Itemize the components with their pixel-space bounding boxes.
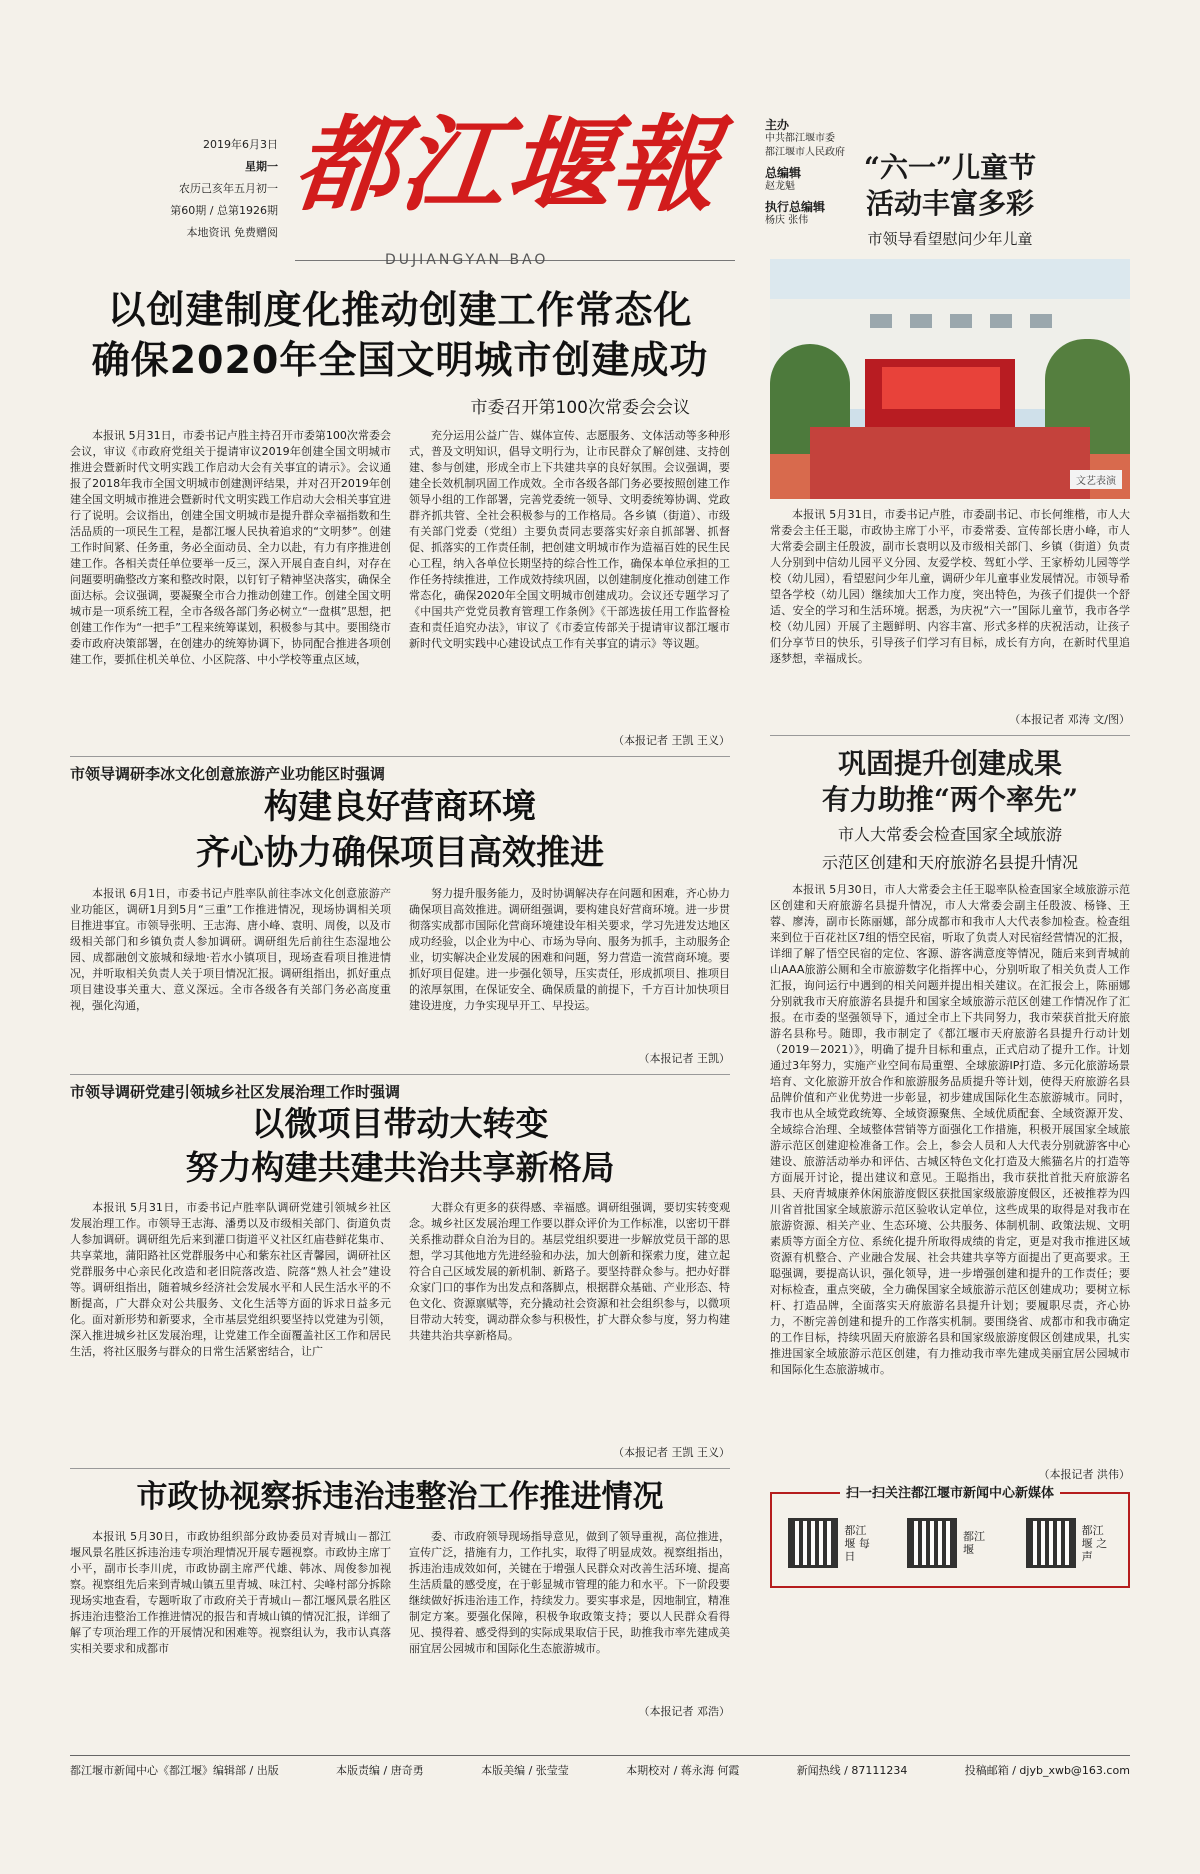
issue-number: 第60期 / 总第1926期: [170, 204, 278, 217]
article3-col-2: [409, 1200, 730, 1440]
photo-window: [950, 314, 972, 328]
divider: [70, 1074, 730, 1075]
article2-byline: （本报记者 王凯）: [638, 1052, 730, 1065]
article2-kicker: 市领导调研李冰文化创意旅游产业功能区时强调: [70, 765, 386, 783]
qr-code-icon: [788, 1518, 838, 1568]
lunar-date: 农历己亥年五月初一: [179, 182, 278, 195]
footer-designer: 本版美编 / 张莹莹: [481, 1764, 569, 1777]
page-footer: [70, 1755, 1130, 1778]
left-column: [70, 285, 730, 1719]
photo-screen: [882, 367, 1000, 409]
article-tourism-inspection: [770, 746, 1130, 1482]
sponsor-2: 都江堰市人民政府: [765, 147, 845, 158]
article4-col-1: [70, 1529, 391, 1699]
article3-text-1: 本报讯 5月31日，市委书记卢胜率队调研党建引领城乡社区发展治理工作。市领导王志海、潘勇以及市级相关部门、街道负责人参加调研。调研组先后来到灌口街道平义社区红庙巷鲜花集市、共享菜地，蒲阳路社区党群服务中心和紫东社区青馨园，调研社区党群服务中心亲民化改造和老旧院落改造、院落“熟人社会”建设等。调研组指出，随着城乡经济社会发展水平和人民生活水平的不断提高，广大群众对公共服务、文化生活等方面的诉求日益多元化。面对新形势和新要求，全市基层党组织要坚持以党建为引领，深入推进城乡社区发展治理，让党建工作全面覆盖社区工作和居民生活，将社区服务与群众的日常生活紧密结合，让广: [70, 1201, 391, 1358]
divider: [70, 756, 730, 757]
article1-subtitle: 市委召开第100次常委会会议: [470, 398, 690, 418]
article5-title-1: “六一”儿童节: [863, 151, 1037, 184]
article2-title-2: 齐心协力确保项目高效推进: [196, 833, 604, 873]
qr-code-icon: [907, 1518, 957, 1568]
qr-title-text: 扫一扫关注都江堰市新闻中心新媒体: [840, 1486, 1060, 1501]
article4-col-2: [409, 1529, 730, 1699]
distribution-note: 本地资讯 免费赠阅: [186, 226, 278, 239]
date-block: [128, 134, 278, 244]
article5-title-2: 活动丰富多彩: [865, 187, 1034, 220]
article6-body: [770, 882, 1130, 1462]
sponsor-1: 中共都江堰市委: [765, 133, 835, 144]
exec-editor-name: 杨庆 张伟: [765, 215, 809, 226]
article2-col-2: [409, 886, 730, 1046]
article4-text-1: 本报讯 5月30日，市政协组织部分政协委员对青城山－都江堰风景名胜区拆违治违专项治理情况开展专题视察。市政协主席丁小平，副市长李川虎，市政协副主席严代雄、韩冰、周俊参加视察。视察组先后来到青城山镇五里青城、味江村、尖峰村部分拆除现场实地查看，专题听取了市政府关于青城山－都江堰风景名胜区拆违治违整治工作推进情况的报告和青城山镇的情况汇报，详细了解了专项治理工作的开展情况和困难等。视察组认为，我市认真落实相关要求和成都市: [70, 1530, 391, 1655]
article6-byline: （本报记者 洪伟）: [1038, 1468, 1130, 1481]
qr-item-main[interactable]: [907, 1518, 993, 1568]
article4-byline: （本报记者 邓浩）: [638, 1705, 730, 1718]
childrens-day-photo: [770, 259, 1130, 499]
footer-proofreader: 本期校对 / 蒋永海 何霞: [626, 1764, 740, 1777]
qr-item-daily[interactable]: [788, 1518, 874, 1568]
article5-body: [770, 507, 1130, 707]
article2-text-1: 本报讯 6月1日，市委书记卢胜率队前往李冰文化创意旅游产业功能区，调研1月到5月“三重”工作推进情况，现场协调相关项目推进事宜。市领导张明、王志海、唐小峰、袁明、周俊，以及市级相关部门和乡镇负责人参加调研。调研组先后前往生态湿地公园、成都融创文旅城和绿地·若水小镇项目，现场查看项目推进情况，并听取相关负责人关于项目情况汇报。调研组指出，抓好重点项目建设事关重大、意义深远。全市各级各有关部门务必高度重视，强化沟通，: [70, 887, 391, 1012]
qr-label-main: 都江堰: [962, 1530, 985, 1556]
article2-title-1: 构建良好营商环境: [264, 787, 536, 827]
logo-subtitle: DUJIANGYAN BAO: [385, 252, 549, 268]
photo-window: [870, 314, 892, 328]
footer-email[interactable]: 投稿邮箱 / djyb_xwb@163.com: [964, 1764, 1130, 1777]
article4-body: [70, 1529, 730, 1699]
photo-window: [1030, 314, 1052, 328]
issue-weekday: 星期一: [245, 160, 278, 173]
article1-col-2: [409, 428, 730, 728]
footer-editor: 本版责编 / 唐奇勇: [336, 1764, 424, 1777]
article3-body: [70, 1200, 730, 1440]
sponsor-label: 主办: [765, 118, 790, 132]
article3-title-1: 以微项目带动大转变: [251, 1104, 549, 1143]
article2-text-2: 努力提升服务能力，及时协调解决存在问题和困难，齐心协力确保项目高效推进。调研组强调，要构建良好营商环境。进一步贯彻落实成都市国际化营商环境建设年相关要求，学习先进发达地区成功经验，以企业为中心、市场为导向、服务为抓手，主动服务企业，切实解决企业发展的困难和问题，努力营造一流营商环境。要抓好项目促建。进一步强化领导，压实责任，形成抓项目、推项目的浓厚氛围，在保证安全、确保质量的前提下，千方百计加快项目建设进度，力争实现早开工、早投运。: [409, 887, 730, 1012]
article5-byline: （本报记者 邓涛 文/图）: [1009, 713, 1130, 726]
photo-caption: 文艺表演: [1070, 470, 1122, 489]
article1-title-2: 确保2020年全国文明城市创建成功: [91, 338, 709, 382]
issue-date: 2019年6月3日: [203, 138, 278, 151]
editor-label: 总编辑: [765, 166, 802, 180]
article6-text: 本报讯 5月30日，市人大常委会主任王聪率队检查国家全域旅游示范区创建和天府旅游名县提升情况，市人大常委会副主任殷波、杨锋、王蓉、廖涛，副市长陈丽娜，部分成都市和我市人大代表参加检查。检查组来到位于百花社区7组的悟空民宿，听取了负责人对民宿经营情况的汇报，详细了解了悟空民宿的定位、客源、游客满意度等情况，随后来到青城前山AAA旅游公厕和全市旅游数字化指挥中心，分别听取了相关负责人工作汇报，询问运行中遇到的相关问题并提出相关建议。在汇报会上，陈丽娜分别就我市天府旅游名县提升和国家全域旅游示范区创建工作情况作了汇报。在市委的坚强领导下，通过全市上下共同努力，我市荣获首批天府旅游名县称号。随即，我市制定了《都江堰市天府旅游名县提升行动计划（2019－2021）》，明确了提升目标和重点，正式启动了提升工作。计划通过3年努力，实施产业空间布局重塑、全球旅游IP打造、多元化旅游场景培育、文化旅游开放合作和旅游服务品质提升等计划，使得天府旅游名县品牌价值和产业优势进一步彰显，初步建成国际化生态旅游城市。同时，我市也从全域党政统筹、全域资源聚焦、全域优质配套、全域资源开发、全域综合治理、全域整体营销等方面强化工作措施，积极开展国家全域旅游示范区创建迎检准备工作。会上，参会人员和人大代表分别就游客中心建设、旅游活动举办和评估、古城区特色文化打造及大熊猫名片的打造等方面展开讨论，提出建议和意见。王聪指出，我市获批首批天府旅游名县、天府青城康养休闲旅游度假区获批国家级旅游度假区，还被推荐为四川省首批国家全域旅游示范区验收认定单位，这些成果的取得是对我市在旅游资源、相关产业、生态环境、公共服务、体制机制、政策法规、文明素质等方面全方位、系统化提升所取得成绩的肯定，更是对我市推进区域资源有机整合、产业融合发展、社会共建共享等方面提出了更高要求。王聪强调，要提高认识，强化领导，进一步增强创建和提升的工作责任；要对标检查，重点突破，全力确保国家全域旅游示范区创建成功；要树立标杆、打造品牌，全面落实天府旅游名县提升计划；要履职尽责，齐心协力，不断完善创建和提升的工作落实机制。要围绕省、成都市和我市确定的工作目标，持续巩固天府旅游名县和国家级旅游度假区创建成果，扎实推进国家全域旅游示范区创建，有力推动我市率先建成美丽宜居公园城市和国际化生态旅游城市。: [770, 883, 1130, 1376]
article1-byline: （本报记者 王凯 王义）: [613, 734, 730, 747]
footer-hotline: 新闻热线 / 87111234: [796, 1764, 908, 1777]
article3-col-1: [70, 1200, 391, 1440]
article3-title-2: 努力构建共建共治共享新格局: [185, 1148, 615, 1187]
article5-subtitle: 市领导看望慰问少年儿童: [867, 230, 1033, 248]
qr-code-panel: [770, 1486, 1130, 1588]
article3-byline: （本报记者 王凯 王义）: [613, 1446, 730, 1459]
article-cppcc-inspection: [70, 1475, 730, 1719]
article1-col-1: [70, 428, 391, 728]
article6-subtitle-2: 示范区创建和天府旅游名县提升情况: [821, 853, 1078, 872]
footer-publisher: 都江堰市新闻中心《都江堰》编辑部 / 出版: [70, 1764, 279, 1777]
photo-window: [990, 314, 1012, 328]
article6-title-2: 有力助推“两个率先”: [821, 783, 1079, 816]
article4-text-2: 委、市政府领导现场指导意见，做到了领导重视，高位推进，宣传广泛，措施有力，工作扎实，取得了明显成效。视察组指出，拆违治违成效如何，关键在于增强人民群众对改善生活环境、提高生活质量的感受度，在于彰显城市管理的能力和水平。下一阶段要继续做好拆违治违工作，持续发力。要实事求是，因地制宜，精准制定方案。要强化保障，积极争取政策支持；要以人民群众看得见、摸得着、感受得到的实际成果取信于民，助推我市率先建成美丽宜居公园城市和国际化生态旅游城市。: [409, 1530, 730, 1655]
article1-text-2: 充分运用公益广告、媒体宣传、志愿服务、文体活动等多种形式，普及文明知识，倡导文明行为，让市民群众了解创建、支持创建、参与创建，形成全市上下共建共享的良好氛围。会议强调，要建全长效机制巩固工作成效。全市各级各部门务必要按照创建工作领导小组的工作部署，完善党委统一领导、文明委统筹协调、党政群齐抓共管、全社会积极参与的工作格局。各乡镇（街道）、市级有关部门党委（党组）主要负责同志要落实好亲自抓部署、抓督促、抓落实的工作责任制，把创建文明城市作为造福百姓的民生民心工程，纳入各单位长期坚持的综合性工作，确保本单位承担的工作任务持续推进，工作成效持续巩固，以创建制度化推动创建工作常态化，确保2020年全国文明城市创建成功。会议还专题学习了《中国共产党党员教育管理工作条例》《干部选拔任用工作监督检查和责任追究办法》，审议了《市委宣传部关于提请审议都江堰市新时代文明实践中心建设试点工作有关事宜的请示》等议题。: [409, 429, 730, 650]
article2-body: [70, 886, 730, 1046]
qr-item-voice[interactable]: [1026, 1518, 1112, 1568]
article4-title: 市政协视察拆违治违整治工作推进情况: [136, 1479, 664, 1515]
photo-crowd: [810, 427, 1090, 499]
article-civilized-city: [70, 285, 730, 748]
article2-col-1: [70, 886, 391, 1046]
article6-title-1: 巩固提升创建成果: [837, 747, 1062, 780]
logo-title: 都江堰報: [288, 103, 726, 226]
article-community-governance: [70, 1081, 730, 1460]
article1-text-1: 本报讯 5月31日，市委书记卢胜主持召开市委第100次常委会会议，审议《市政府党组关于提请审议2019年创建全国文明城市推进会暨新时代文明实践工作启动大会有关事宜的请示》。会议通报了2018年我市全国文明城市创建测评结果，并对召开2019年创建全国文明城市推进会暨新时代文明实践工作启动大会相关事宜进行了说明。会议指出，创建全国文明城市是提升群众幸福指数和生活品质的一项民生工程，是都江堰人民执着追求的“文明梦”。创建工作时间紧、任务重，务必全面动员、全力以赴，有力有序推进创建工作。各相关责任单位要举一反三，深入开展自查自纠，对存在问题要明确整改方案和整改时限，以钉钉子精神坚决落实，确保全面达标。会议强调，要凝聚全市合力推动创建工作。创建全国文明城市是一项系统工程，全市各级各部门务必树立“一盘棋”思想，把创建工作作为“一把手”工程来统筹谋划，积极参与其中。要围绕市委市政府决策部署，在创建办的统筹协调下，协同配合推进各项创建工作，要抓住机关单位、小区院落、中小学校等重点区域，: [70, 429, 391, 666]
qr-row: [772, 1518, 1128, 1568]
article-childrens-day: [770, 150, 1130, 727]
newspaper-logo: [288, 100, 735, 268]
article1-title-1: 以创建制度化推动创建工作常态化: [107, 288, 693, 332]
article3-kicker: 市领导调研党建引领城乡社区发展治理工作时强调: [70, 1083, 401, 1101]
qr-code-icon: [1026, 1518, 1076, 1568]
article6-subtitle-1: 市人大常委会检查国家全域旅游: [837, 825, 1062, 844]
exec-editor-label: 执行总编辑: [765, 200, 826, 214]
right-column: [770, 150, 1130, 1588]
divider: [770, 735, 1130, 736]
qr-label-daily: 都江堰 每日: [844, 1523, 870, 1563]
qr-label-voice: 都江堰 之声: [1081, 1523, 1108, 1563]
article1-body: [70, 428, 730, 728]
qr-panel-title: [772, 1482, 1128, 1501]
article3-text-2: 大群众有更多的获得感、幸福感。调研组强调，要切实转变观念。城乡社区发展治理工作要以群众评价为工作标准，以密切干群关系推动群众自治为目的。基层党组织要进一步解放党员干部的思想，学习其他地方先进经验和办法，加大创新和探索力度，建立起符合自己区域发展的新机制、新路子。要坚持群众参与。把办好群众家门口的事作为出发点和落脚点，根据群众基础、产业形态、特色文化、资源禀赋等，充分撬动社会资源和社会组织参与，以微项目带动大转变，调动群众参与积极性，扩大群众参与度，努力构建共建共治共享新格局。: [409, 1201, 730, 1342]
divider: [70, 1468, 730, 1469]
article-business-environment: [70, 763, 730, 1066]
article5-text: 本报讯 5月31日，市委书记卢胜，市委副书记、市长何维楷，市人大常委会主任王聪，市政协主席丁小平，市委常委、宣传部长唐小峰，市人大常委会副主任殷波，副市长袁明以及市级相关部门、乡镇（街道）负责人分别到中信幼儿园平义分园、友爱学校、驾虹小学、王家桥幼儿园等学校（幼儿园），看望慰问少年儿童，调研少年儿童事业发展情况。市领导希望各学校（幼儿园）继续加大工作力度，突出特色，为孩子们提供一个舒适、安全的学习和生活环境。据悉，为庆祝“六一”国际儿童节，我市各学校（幼儿园）开展了主题鲜明、内容丰富、形式多样的庆祝活动，让孩子们分享节日的快乐，引导孩子们学习有目标，成长有方向，在新时代里追逐梦想，幸福成长。: [770, 508, 1130, 665]
photo-window: [910, 314, 932, 328]
editor-name: 赵龙魁: [765, 181, 795, 192]
